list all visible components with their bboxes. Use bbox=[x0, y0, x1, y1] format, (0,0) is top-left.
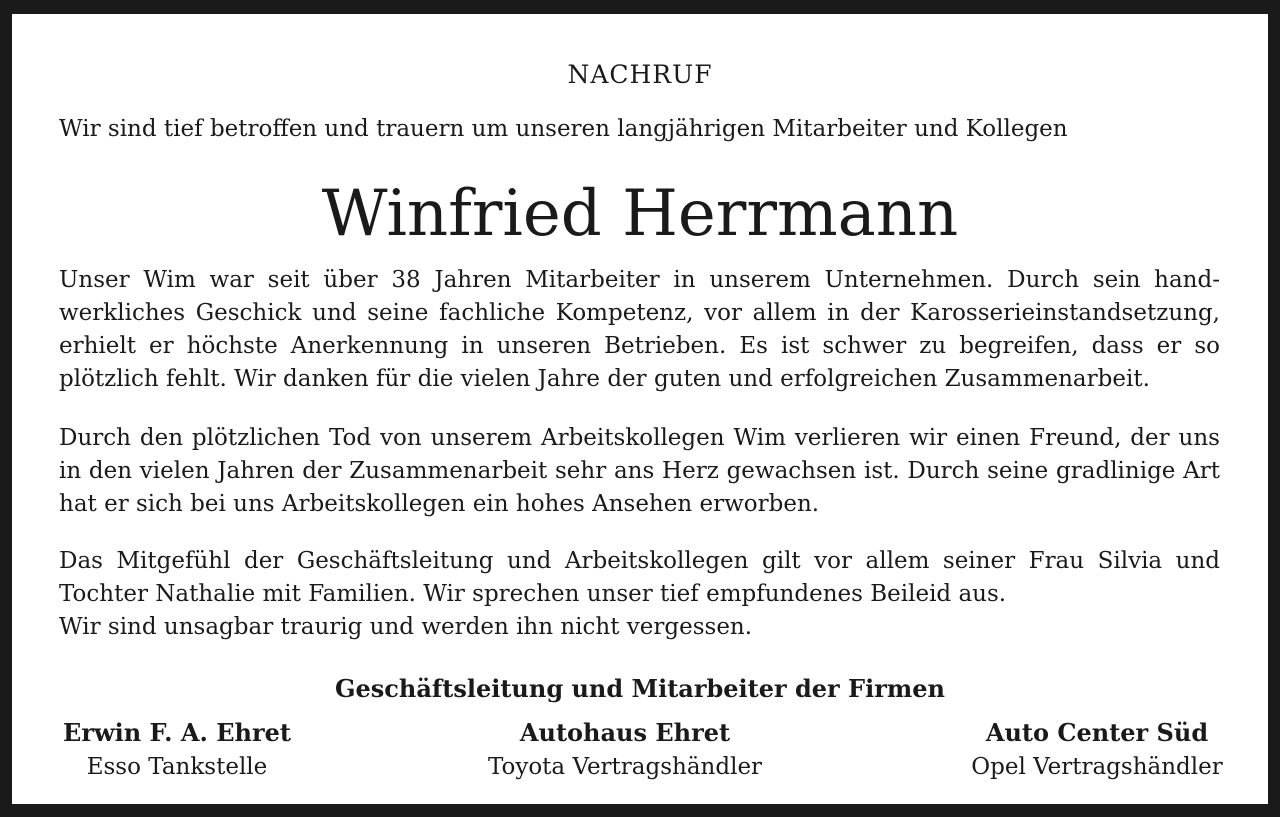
paragraph-3 bbox=[59, 545, 1220, 644]
paragraph-2: Durch den plötzlichen Tod von unserem Arbeitskollegen Wim verlieren wir einen Freund, der uns in den vielen Jahren der Zusammenarbeit sehr ans Herz gewachsen ist. Durch seine gradlinige Art hat er sich bei uns Arbeitskollegen ein hohes Ansehen erworben. bbox=[59, 425, 1220, 517]
company-subtitle: Toyota Vertragshändler bbox=[487, 754, 763, 780]
company-name: Auto Center Süd bbox=[985, 718, 1209, 747]
company-subtitle: Esso Tankstelle bbox=[86, 754, 268, 780]
obituary-notice bbox=[12, 14, 1268, 804]
paragraph-3-text: Das Mitgefühl der Geschäftsleitung und Arbeitskollegen gilt vor allem seiner Frau Silvia und Tochter Nathalie mit Familien. Wir sprechen unser tief empfundenes Beileid aus. bbox=[59, 548, 1220, 607]
company-auto-center-sued bbox=[952, 716, 1242, 784]
company-erwin-ehret bbox=[42, 716, 312, 784]
company-name: Erwin F. A. Ehret bbox=[63, 718, 291, 747]
company-subtitle: Opel Vertragshändler bbox=[971, 754, 1223, 780]
paragraph-1: Unser Wim war seit über 38 Jahren Mitarbeiter in unserem Unternehmen. Durch sein handwerkliches Geschick und seine fachliche Kompetenz, vor allem in der Karosserieinstandsetzung, erhielt er höchste Anerkennung in unseren Betrieben. Es ist schwer zu begreifen, dass er so plötzlich fehlt. Wir danken für die vielen Jahre der guten und erfolgreichen Zusammenarbeit. bbox=[59, 267, 1220, 392]
company-autohaus-ehret bbox=[480, 716, 770, 784]
notice-heading: NACHRUF bbox=[567, 60, 713, 89]
signature-title: Geschäftsleitung und Mitarbeiter der Firmen bbox=[335, 674, 945, 703]
intro-text: Wir sind tief betroffen und trauern um unseren langjährigen Mitarbeiter und Kollegen bbox=[59, 116, 1068, 142]
company-name: Autohaus Ehret bbox=[519, 718, 731, 747]
deceased-name: Winfried Herrmann bbox=[321, 177, 959, 251]
paragraph-3-closing: Wir sind unsagbar traurig und werden ihn nicht vergessen. bbox=[59, 614, 753, 640]
